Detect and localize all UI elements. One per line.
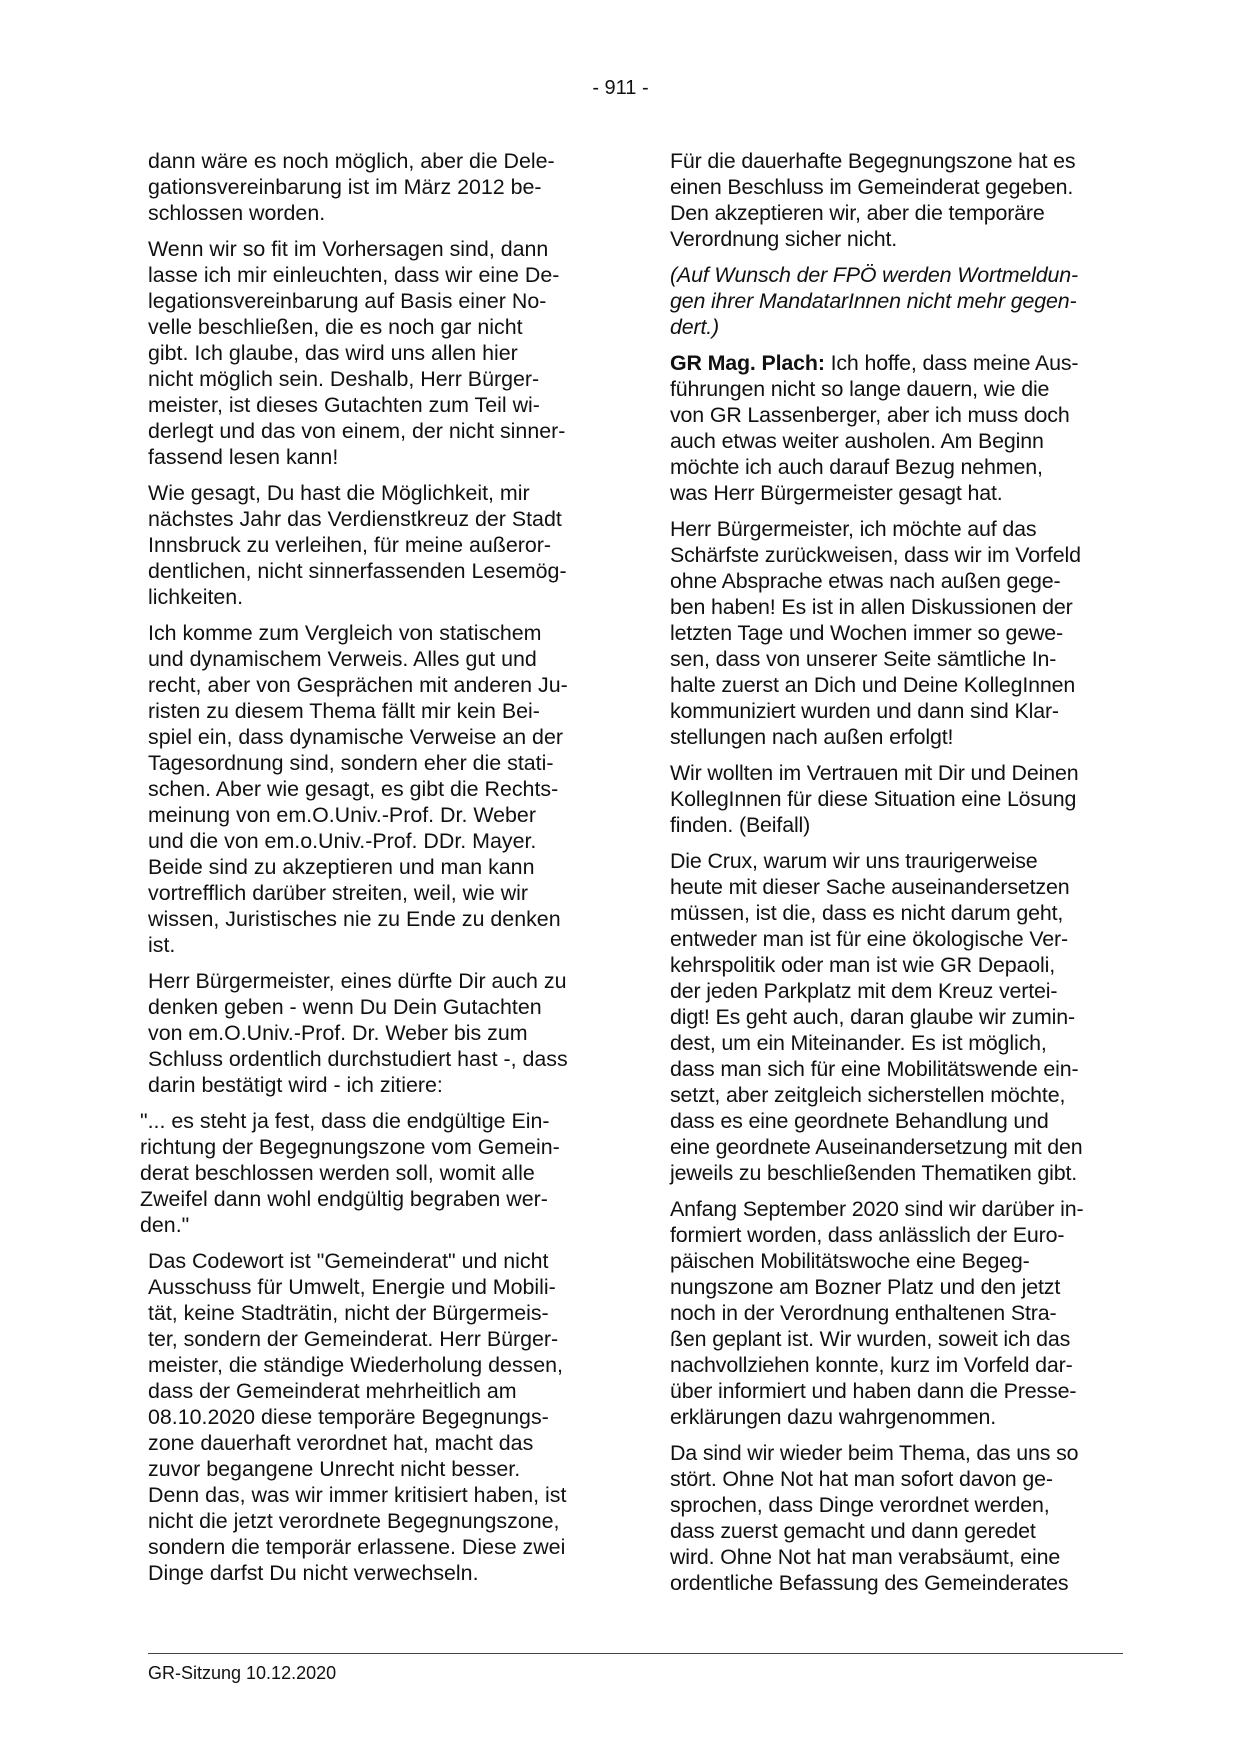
text-line: Wie gesagt, Du hast die Möglichkeit, mir (148, 481, 530, 505)
text-line: entweder man ist für eine ökologische Ver- (670, 927, 1068, 951)
text-line: führungen nicht so lange dauern, wie die (670, 377, 1050, 401)
text-line: denken geben - wenn Du Dein Gutachten (148, 995, 542, 1019)
paragraph (148, 236, 593, 470)
text-line: dass es eine geordnete Behandlung und (670, 1109, 1049, 1133)
text-line: meister, ist dieses Gutachten zum Teil wi- (148, 393, 540, 417)
text-line: und dynamischem Verweis. Alles gut und (148, 647, 537, 671)
speaker-paragraph (670, 350, 1120, 506)
text-line: dest, um ein Miteinander. Es ist möglich, (670, 1031, 1047, 1055)
paragraph (670, 848, 1120, 1186)
text-line: Die Crux, warum wir uns traurigerweise (670, 849, 1038, 873)
text-line: päischen Mobilitätswoche eine Begeg- (670, 1249, 1030, 1273)
text-line: letzten Tage und Wochen immer so gewe- (670, 621, 1064, 645)
text-line: setzt, aber zeitgleich sicherstellen möchte, (670, 1083, 1066, 1107)
text-line: tät, keine Stadträtin, nicht der Bürgermeis- (148, 1301, 549, 1325)
text-line: Tagesordnung sind, sondern eher die stati- (148, 751, 554, 775)
right-text-column (670, 148, 1120, 1606)
text-line: schen. Aber wie gesagt, es gibt die Rechts- (148, 777, 559, 801)
text-line: risten zu diesem Thema fällt mir kein Bei- (148, 699, 540, 723)
text-line: und die von em.o.Univ.-Prof. DDr. Mayer. (148, 829, 537, 853)
text-line-rest: Ich hoffe, dass meine Aus- (824, 351, 1079, 375)
text-line: wird. Ohne Not hat man verabsäumt, eine (670, 1545, 1061, 1569)
text-line: Beide sind zu akzeptieren und man kann (148, 855, 535, 879)
text-line: einen Beschluss im Gemeinderat gegeben. (670, 175, 1074, 199)
text-line: kommuniziert wurden und dann sind Klar- (670, 699, 1059, 723)
text-line: Innsbruck zu verleihen, für meine außeror- (148, 533, 552, 557)
text-line: schlossen worden. (148, 201, 326, 225)
text-line: erklärungen dazu wahrgenommen. (670, 1405, 997, 1429)
text-line: Ich komme zum Vergleich von statischem (148, 621, 542, 645)
text-line: Anfang September 2020 sind wir darüber in- (670, 1197, 1084, 1221)
text-line: nicht möglich sein. Deshalb, Herr Bürger- (148, 367, 540, 391)
text-line: gationsvereinbarung ist im März 2012 be- (148, 175, 542, 199)
paragraph (148, 620, 593, 958)
text-line: Ausschuss für Umwelt, Energie und Mobili- (148, 1275, 556, 1299)
text-line: möchte ich auch darauf Bezug nehmen, (670, 455, 1043, 479)
text-line: jeweils zu beschließenden Thematiken gibt. (670, 1161, 1078, 1185)
text-line: derlegt und das von einem, der nicht sinner- (148, 419, 566, 443)
text-line: was Herr Bürgermeister gesagt hat. (670, 481, 1003, 505)
text-line: Schluss ordentlich durchstudiert hast -, dass (148, 1047, 568, 1071)
text-line: zuvor begangene Unrecht nicht besser. (148, 1457, 521, 1481)
text-line: Da sind wir wieder beim Thema, das uns so (670, 1441, 1079, 1465)
text-line: derat beschlossen werden soll, womit alle (140, 1161, 535, 1185)
text-line: den." (140, 1213, 190, 1237)
text-line: Wir wollten im Vertrauen mit Dir und Deinen (670, 761, 1079, 785)
text-line: ßen geplant ist. Wir wurden, soweit ich das (670, 1327, 1071, 1351)
text-line: Das Codewort ist "Gemeinderat" und nicht (148, 1249, 549, 1273)
text-line: von GR Lassenberger, aber ich muss doch (670, 403, 1070, 427)
text-line: gibt. Ich glaube, das wird uns allen hier (148, 341, 518, 365)
text-line: müssen, ist die, dass es nicht darum geht, (670, 901, 1064, 925)
text-line: auch etwas weiter ausholen. Am Beginn (670, 429, 1044, 453)
paragraph (670, 516, 1120, 750)
text-line: nicht die jetzt verordnete Begegnungszone, (148, 1509, 560, 1533)
text-line: Denn das, was wir immer kritisiert haben, ist (148, 1483, 567, 1507)
text-line: dert.) (670, 315, 720, 339)
text-line: Dinge darfst Du nicht verwechseln. (148, 1561, 479, 1585)
text-line: nachvollziehen konnte, kurz im Vorfeld dar- (670, 1353, 1073, 1377)
text-line (670, 350, 1120, 376)
text-line: meinung von em.O.Univ.-Prof. Dr. Weber (148, 803, 536, 827)
text-line: gen ihrer MandatarInnen nicht mehr gegen- (670, 289, 1077, 313)
paragraph (148, 148, 593, 226)
text-line: stört. Ohne Not hat man sofort davon ge- (670, 1467, 1053, 1491)
text-line: nächstes Jahr das Verdienstkreuz der Stadt (148, 507, 562, 531)
text-line: richtung der Begegnungszone vom Gemein- (140, 1135, 560, 1159)
text-line: Herr Bürgermeister, ich möchte auf das (670, 517, 1037, 541)
text-line: "... es steht ja fest, dass die endgültige Ein- (140, 1109, 550, 1133)
text-line: Wenn wir so fit im Vorhersagen sind, dann (148, 237, 549, 261)
text-line: formiert worden, dass anlässlich der Euro- (670, 1223, 1065, 1247)
paragraph (148, 480, 593, 610)
text-line: legationsvereinbarung auf Basis einer No- (148, 289, 547, 313)
text-line: lichkeiten. (148, 585, 244, 609)
text-line: sprochen, dass Dinge verordnet werden, (670, 1493, 1050, 1517)
text-line: Zweifel dann wohl endgültig begraben wer- (140, 1187, 548, 1211)
text-line: meister, die ständige Wiederholung dessen, (148, 1353, 563, 1377)
text-line: darin bestätigt wird - ich zitiere: (148, 1073, 443, 1097)
text-line: wissen, Juristisches nie zu Ende zu denken (148, 907, 561, 931)
text-line: ter, sondern der Gemeinderat. Herr Bürger- (148, 1327, 559, 1351)
paragraph (670, 1196, 1120, 1430)
text-line: ohne Absprache etwas nach außen gege- (670, 569, 1061, 593)
text-line: ordentliche Befassung des Gemeinderates (670, 1571, 1069, 1595)
text-line: Für die dauerhafte Begegnungszone hat es (670, 149, 1076, 173)
text-line: dass zuerst gemacht und dann geredet (670, 1519, 1036, 1543)
text-line: kehrspolitik oder man ist wie GR Depaoli, (670, 953, 1055, 977)
paragraph (670, 148, 1120, 252)
text-line: zone dauerhaft verordnet hat, macht das (148, 1431, 534, 1455)
paragraph (670, 760, 1120, 838)
editorial-note (670, 262, 1120, 340)
text-line: Verordnung sicher nicht. (670, 227, 898, 251)
text-line: lasse ich mir einleuchten, dass wir eine De- (148, 263, 560, 287)
paragraph (148, 1248, 593, 1586)
text-line: spiel ein, dass dynamische Verweise an der (148, 725, 563, 749)
text-line: dass man sich für eine Mobilitätswende ein- (670, 1057, 1079, 1081)
text-line: Den akzeptieren wir, aber die temporäre (670, 201, 1045, 225)
text-line: digt! Es geht auch, daran glaube wir zumin- (670, 1005, 1075, 1029)
text-line: eine geordnete Auseinandersetzung mit den (670, 1135, 1083, 1159)
paragraph (670, 1440, 1120, 1596)
text-line: ist. (148, 933, 176, 957)
text-line: über informiert und haben dann die Presse- (670, 1379, 1077, 1403)
text-line: KollegInnen für diese Situation eine Lösung (670, 787, 1077, 811)
text-line: Herr Bürgermeister, eines dürfte Dir auch zu (148, 969, 567, 993)
speaker-name: GR Mag. Plach: (670, 351, 825, 375)
text-line: recht, aber von Gesprächen mit anderen Ju- (148, 673, 568, 697)
left-text-column (140, 148, 593, 1596)
text-line: stellungen nach außen erfolgt! (670, 725, 954, 749)
footer-divider (148, 1653, 1123, 1654)
quote-paragraph (140, 1108, 593, 1238)
text-line: nungszone am Bozner Platz und den jetzt (670, 1275, 1061, 1299)
text-line: der jeden Parkplatz mit dem Kreuz vertei- (670, 979, 1058, 1003)
text-line: heute mit dieser Sache auseinandersetzen (670, 875, 1070, 899)
text-line: velle beschließen, die es noch gar nicht (148, 315, 523, 339)
text-line: 08.10.2020 diese temporäre Begegnungs- (148, 1405, 549, 1429)
text-line: ben haben! Es ist in allen Diskussionen der (670, 595, 1073, 619)
text-line: halte zuerst an Dich und Deine KollegInnen (670, 673, 1076, 697)
text-line: noch in der Verordnung enthaltenen Stra- (670, 1301, 1057, 1325)
text-line: vortrefflich darüber streiten, weil, wie wir (148, 881, 529, 905)
page-number: - 911 - (592, 77, 649, 99)
text-line: sondern die temporär erlassene. Diese zwei (148, 1535, 566, 1559)
text-line: sen, dass von unserer Seite sämtliche In- (670, 647, 1057, 671)
footer-session-date: GR-Sitzung 10.12.2020 (148, 1663, 337, 1683)
text-line: finden. (Beifall) (670, 813, 811, 837)
text-line: (Auf Wunsch der FPÖ werden Wortmeldun- (670, 263, 1078, 287)
text-line: fassend lesen kann! (148, 445, 339, 469)
text-line: dentlichen, nicht sinnerfassenden Lesemög- (148, 559, 567, 583)
text-line: Schärfste zurückweisen, dass wir im Vorfeld (670, 543, 1081, 567)
text-line: dass der Gemeinderat mehrheitlich am (148, 1379, 517, 1403)
text-line: von em.O.Univ.-Prof. Dr. Weber bis zum (148, 1021, 528, 1045)
paragraph (148, 968, 593, 1098)
text-line: dann wäre es noch möglich, aber die Dele- (148, 149, 555, 173)
